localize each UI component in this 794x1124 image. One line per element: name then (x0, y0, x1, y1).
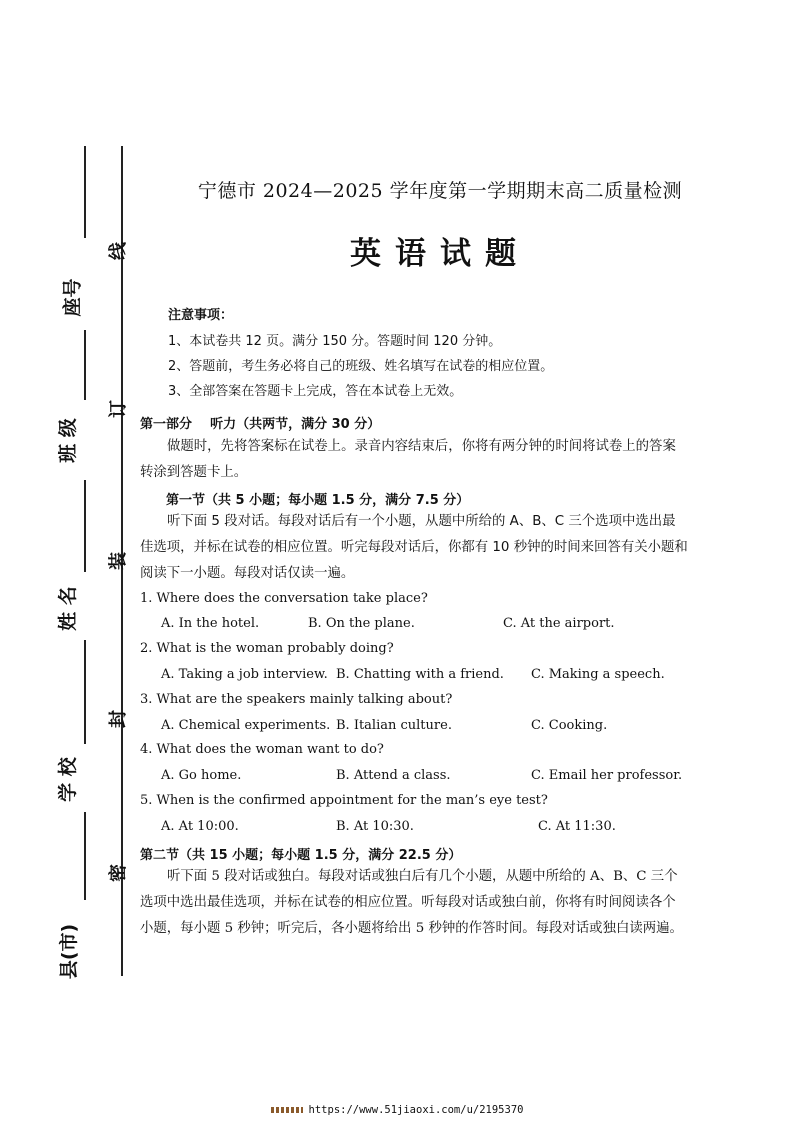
binding-mark-zhuang: 装 (108, 552, 129, 570)
binding-rule-seg-5 (84, 812, 86, 900)
q3-option-c: C. Cooking. (531, 718, 608, 733)
question-5: 5. When is the confirmed appointment for the man’s eye test? (140, 793, 548, 808)
exam-title: 宁德市 2024—2025 学年度第一学期期末高二质量检测 (197, 180, 683, 202)
binding-rule-seg-3 (84, 480, 86, 572)
binding-rule-seg-1 (84, 146, 86, 238)
question-4: 4. What does the woman want to do? (140, 742, 384, 757)
binding-mark-ding: 订 (108, 400, 129, 418)
q1-option-a: A. In the hotel. (161, 616, 260, 631)
binding-label-seat: 座号 (61, 278, 84, 317)
question-3: 3. What are the speakers mainly talking about? (140, 692, 453, 707)
q4-option-c: C. Email her professor. (531, 768, 683, 783)
q1-option-c: C. At the airport. (503, 616, 615, 631)
part1-intro: 做题时，先将答案标在试卷上。录音内容结束后，你将有两分钟的时间将试卷上的答案转涂到答题卡上。 (140, 439, 676, 480)
q5-option-c: C. At 11:30. (538, 819, 616, 834)
q2-option-c: C. Making a speech. (531, 667, 665, 682)
section1-title: 第一节（共 5 小题；每小题 1.5 分，满分 7.5 分） (166, 493, 470, 508)
q2-option-b: B. Chatting with a friend. (336, 667, 504, 682)
footer-url: https://www.51jiaoxi.com/u/2195370 (308, 1104, 524, 1116)
binding-mark-mi: 密 (108, 864, 129, 882)
binding-label-name: 姓 名 (56, 586, 79, 631)
notice-item-1: 1、本试卷共 12 页。满分 150 分。答题时间 120 分钟。 (168, 334, 502, 349)
question-2: 2. What is the woman probably doing? (140, 641, 394, 656)
q4-option-b: B. Attend a class. (336, 768, 451, 783)
binding-label-county: 县(市) (58, 923, 81, 980)
q3-option-a: A. Chemical experiments. (161, 718, 331, 733)
notice-item-3: 3、全部答案在答题卡上完成，答在本试卷上无效。 (168, 384, 463, 399)
q5-option-b: B. At 10:30. (336, 819, 414, 834)
binding-label-class: 班 级 (56, 418, 79, 463)
section2-intro: 听下面 5 段对话或独白。每段对话或独白后有几个小题，从题中所给的 A、B、C 三个选项中选出最佳选项，并标在试卷的相应位置。听每段对话或独白前，你将有时间阅读各个小题，每小题 5 秒钟；听完后，各小题将给出 5 秒钟的作答时间。每段对话或独白读两遍。 (140, 869, 683, 936)
binding-label-school: 学 校 (56, 757, 79, 802)
q1-option-b: B. On the plane. (308, 616, 415, 631)
q4-option-a: A. Go home. (161, 768, 242, 783)
binding-mark-xian: 线 (108, 242, 129, 260)
section2-title: 第二节（共 15 小题；每小题 1.5 分，满分 22.5 分） (140, 848, 462, 863)
binding-rule-seg-2 (84, 330, 86, 400)
part1-title: 第一部分 听力（共两节，满分 30 分） (140, 417, 381, 432)
site-logo-icon (271, 1107, 303, 1113)
notice-item-2: 2、答题前，考生务必将自己的班级、姓名填写在试卷的相应位置。 (168, 359, 554, 374)
subject-title: 英语试题 (350, 236, 530, 272)
footer-watermark (0, 1104, 794, 1116)
binding-mark-feng: 封 (108, 710, 129, 728)
section1-intro: 听下面 5 段对话。每段对话后有一个小题，从题中所给的 A、B、C 三个选项中选出最佳选项，并标在试卷的相应位置。听完每段对话后，你都有 10 秒钟的时间来回答有关小题和阅读下一小题。每段对话仅读一遍。 (140, 514, 688, 581)
question-1: 1. Where does the conversation take place? (140, 591, 428, 606)
binding-rule-seg-4 (84, 640, 86, 744)
q5-option-a: A. At 10:00. (161, 819, 239, 834)
q3-option-b: B. Italian culture. (336, 718, 452, 733)
q2-option-a: A. Taking a job interview. (161, 667, 328, 682)
notice-heading: 注意事项： (168, 308, 234, 323)
